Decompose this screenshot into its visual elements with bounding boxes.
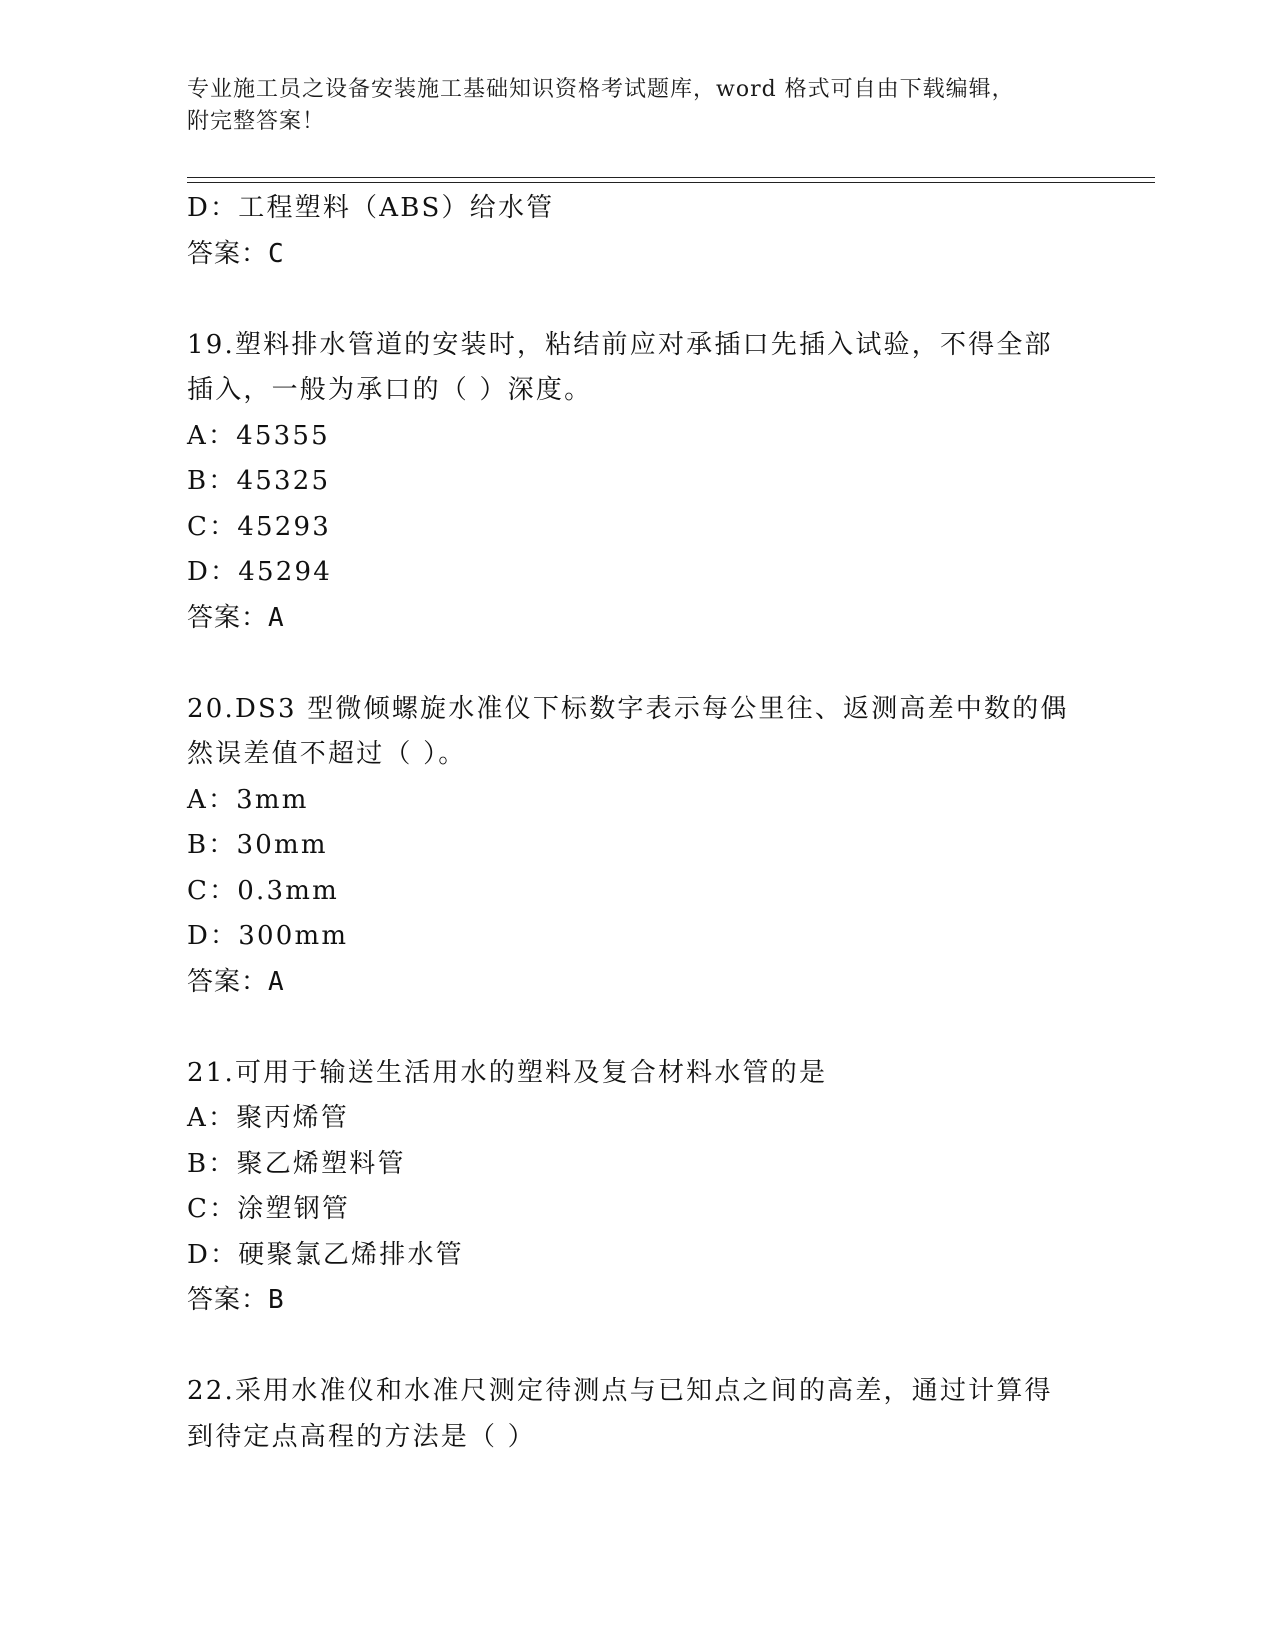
option-d: D：300mm <box>187 921 349 951</box>
answer-label: 答案： <box>187 602 269 633</box>
question-stem-continued: 到待定点高程的方法是（ ） <box>187 1421 536 1452</box>
option-b: B：30mm <box>187 830 328 860</box>
answer-label: 答案： <box>187 1285 269 1315</box>
question-20 <box>187 687 1087 1006</box>
question-21 <box>187 1051 1087 1324</box>
option-d: D：工程塑料（ABS）给水管 <box>187 193 555 223</box>
spacer <box>187 277 1087 323</box>
question-22 <box>187 1369 1087 1460</box>
question-stem-continued: 然误差值不超过（ ）。 <box>187 739 467 769</box>
option-b: B：45325 <box>187 466 331 496</box>
header-line-1: 专业施工员之设备安装施工基础知识资格考试题库，word 格式可自由下载编辑， <box>187 77 1015 102</box>
answer-line <box>187 1278 1087 1324</box>
option-b: B：聚乙烯塑料管 <box>187 1148 406 1179</box>
option-c: C：45293 <box>187 511 332 542</box>
spacer <box>187 1005 1087 1051</box>
question-stem: 21.可用于输送生活用水的塑料及复合材料水管的是 <box>187 1057 828 1088</box>
option-a: A：聚丙烯管 <box>187 1103 349 1133</box>
question-19 <box>187 323 1087 642</box>
answer-value: C <box>268 238 285 269</box>
spacer <box>187 1324 1087 1370</box>
answer-line <box>187 960 1087 1006</box>
answer-value: B <box>268 1285 285 1315</box>
answer-value: A <box>268 966 285 997</box>
answer-line <box>187 596 1087 642</box>
option-d: D：硬聚氯乙烯排水管 <box>187 1239 464 1270</box>
question-stem: 20.DS3 型微倾螺旋水准仪下标数字表示每公里往、返测高差中数的偶 <box>187 693 1069 724</box>
answer-label: 答案： <box>187 966 269 997</box>
option-a: A：3mm <box>187 784 309 815</box>
answer-value: A <box>268 602 285 633</box>
header-line-2: 附完整答案！ <box>187 109 326 134</box>
answer-label: 答案： <box>187 238 269 269</box>
answer-line <box>187 232 1087 278</box>
question-stem: 22.采用水准仪和水准尺测定待测点与已知点之间的高差，通过计算得 <box>187 1376 1053 1406</box>
header-divider-top <box>187 177 1155 178</box>
option-c: C：0.3mm <box>187 875 339 906</box>
question-stem-continued: 插入，一般为承口的（ ）深度。 <box>187 375 593 405</box>
header-divider-bottom <box>187 182 1155 183</box>
option-c: C：涂塑钢管 <box>187 1194 351 1224</box>
option-a: A：45355 <box>187 420 330 451</box>
spacer <box>187 641 1087 687</box>
question-stem: 19.塑料排水管道的安装时，粘结前应对承插口先插入试验，不得全部 <box>187 329 1053 360</box>
document-header <box>187 74 1087 138</box>
option-d: D：45294 <box>187 557 332 587</box>
question-list <box>187 186 1087 1460</box>
